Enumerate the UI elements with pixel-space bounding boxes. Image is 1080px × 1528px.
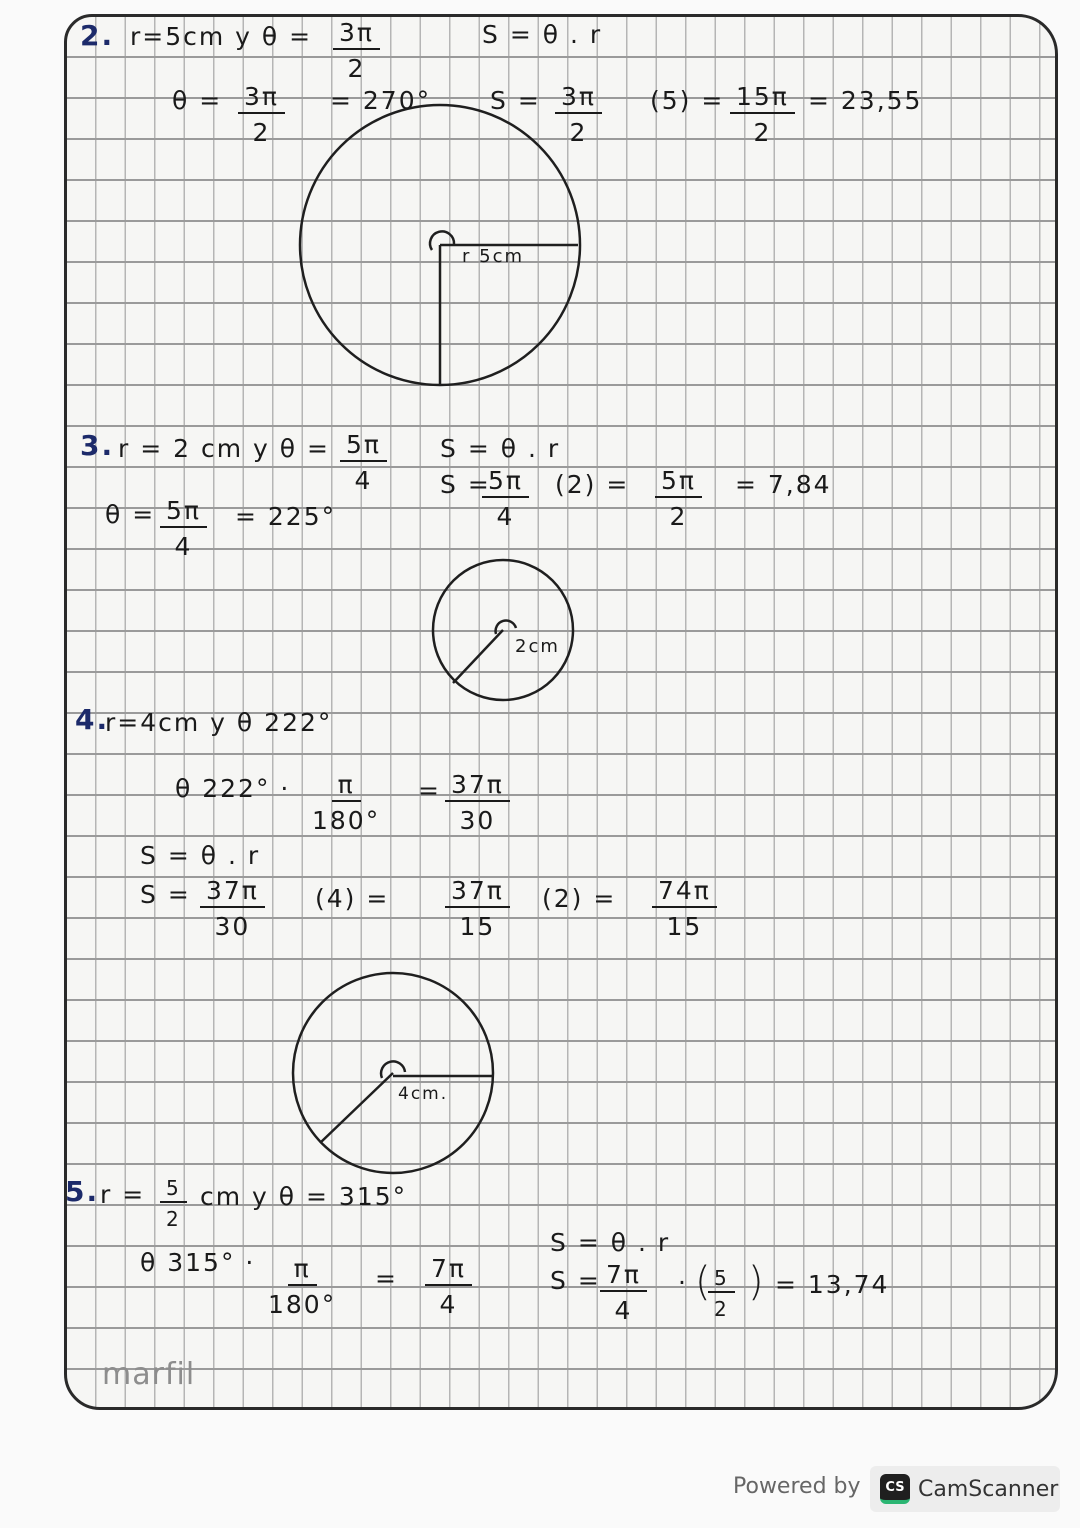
camscanner-logo-icon: CS	[880, 1474, 910, 1504]
equals: =	[375, 1264, 398, 1293]
theta-conversion: θ 222° ·	[175, 774, 291, 803]
fraction: $\frac{74\pi}{15}$	[652, 878, 717, 939]
radius-label: 2cm	[515, 636, 560, 657]
multiplier: ·	[678, 1268, 688, 1297]
powered-by-label: Powered by	[733, 1474, 861, 1499]
problem-number: 4.	[75, 703, 110, 736]
theta-conversion: θ 315° ·	[140, 1248, 256, 1277]
radius-line	[320, 1073, 393, 1143]
fraction: $\frac{37\pi}{15}$	[445, 878, 510, 939]
multiplier: (2) =	[542, 884, 617, 913]
angle-arc-icon	[496, 621, 516, 634]
radius-line	[453, 630, 503, 683]
fraction: $\frac{5\pi}{4}$	[482, 468, 529, 529]
fraction: $\frac{37\pi}{30}$	[200, 878, 265, 939]
fraction: $\frac{5}{2}$	[708, 1268, 735, 1319]
result-value: = 7,84	[735, 470, 832, 499]
given-values: r =	[100, 1180, 146, 1209]
multiplier: (4) =	[315, 884, 390, 913]
equals: =	[418, 776, 441, 805]
s-label: S =	[440, 470, 491, 499]
theta-label: θ =	[105, 500, 156, 529]
theta-label: θ =	[172, 86, 223, 115]
fraction: $\frac{7\pi}{4}$	[600, 1262, 647, 1323]
given-values: r = 2 cm y θ =	[118, 434, 330, 463]
fraction: $\frac{\pi}{180^\circ}$	[312, 770, 381, 835]
problem-number: 3.	[80, 429, 115, 462]
fraction: $\frac{5}{2}$	[160, 1178, 187, 1229]
fraction: $\frac{5\pi}{2}$	[655, 468, 702, 529]
fraction: $\frac{3\pi}{2}$	[333, 20, 380, 81]
arc-length-formula: S = θ . r	[440, 434, 561, 463]
fraction: $\frac{15\pi}{2}$	[730, 84, 795, 145]
fraction: $\frac{7\pi}{4}$	[425, 1256, 472, 1317]
result-value: = 13,74	[775, 1270, 890, 1299]
s-label: S =	[550, 1266, 601, 1295]
given-values: r=4cm y θ 222°	[105, 708, 333, 737]
problem-number: 2.	[80, 19, 115, 52]
notebook-brand-logo: marfil	[102, 1357, 196, 1392]
result-value: = 23,55	[808, 86, 923, 115]
multiplier: (5) =	[650, 86, 725, 115]
s-label: S =	[140, 880, 191, 909]
arc-length-formula: S = θ . r	[140, 841, 261, 870]
problem-number: 5.	[65, 1175, 100, 1208]
radius-label: 4cm.	[398, 1084, 449, 1104]
camscanner-name: CamScanner	[918, 1476, 1059, 1502]
given-values: r=5cm y θ =	[130, 22, 313, 51]
camscanner-badge	[870, 1466, 1060, 1512]
multiplier: (2) =	[555, 470, 630, 499]
fraction: $\frac{5\pi}{4}$	[160, 498, 207, 559]
angle-arc-icon	[430, 231, 454, 250]
s-label: S =	[490, 86, 541, 115]
arc-length-formula: S = θ . r	[482, 20, 603, 49]
given-values: cm y θ = 315°	[200, 1182, 408, 1211]
radius-label: r 5cm	[462, 246, 525, 267]
degrees-value: = 225°	[235, 502, 337, 531]
fraction: $\frac{5\pi}{4}$	[340, 432, 387, 493]
fraction: $\frac{3\pi}{2}$	[238, 84, 285, 145]
degrees-value: = 270°	[330, 86, 432, 115]
fraction: $\frac{3\pi}{2}$	[555, 84, 602, 145]
fraction: $\frac{\pi}{180^\circ}$	[268, 1254, 337, 1319]
arc-length-formula: S = θ . r	[550, 1228, 671, 1257]
fraction: $\frac{37\pi}{30}$	[445, 772, 510, 833]
